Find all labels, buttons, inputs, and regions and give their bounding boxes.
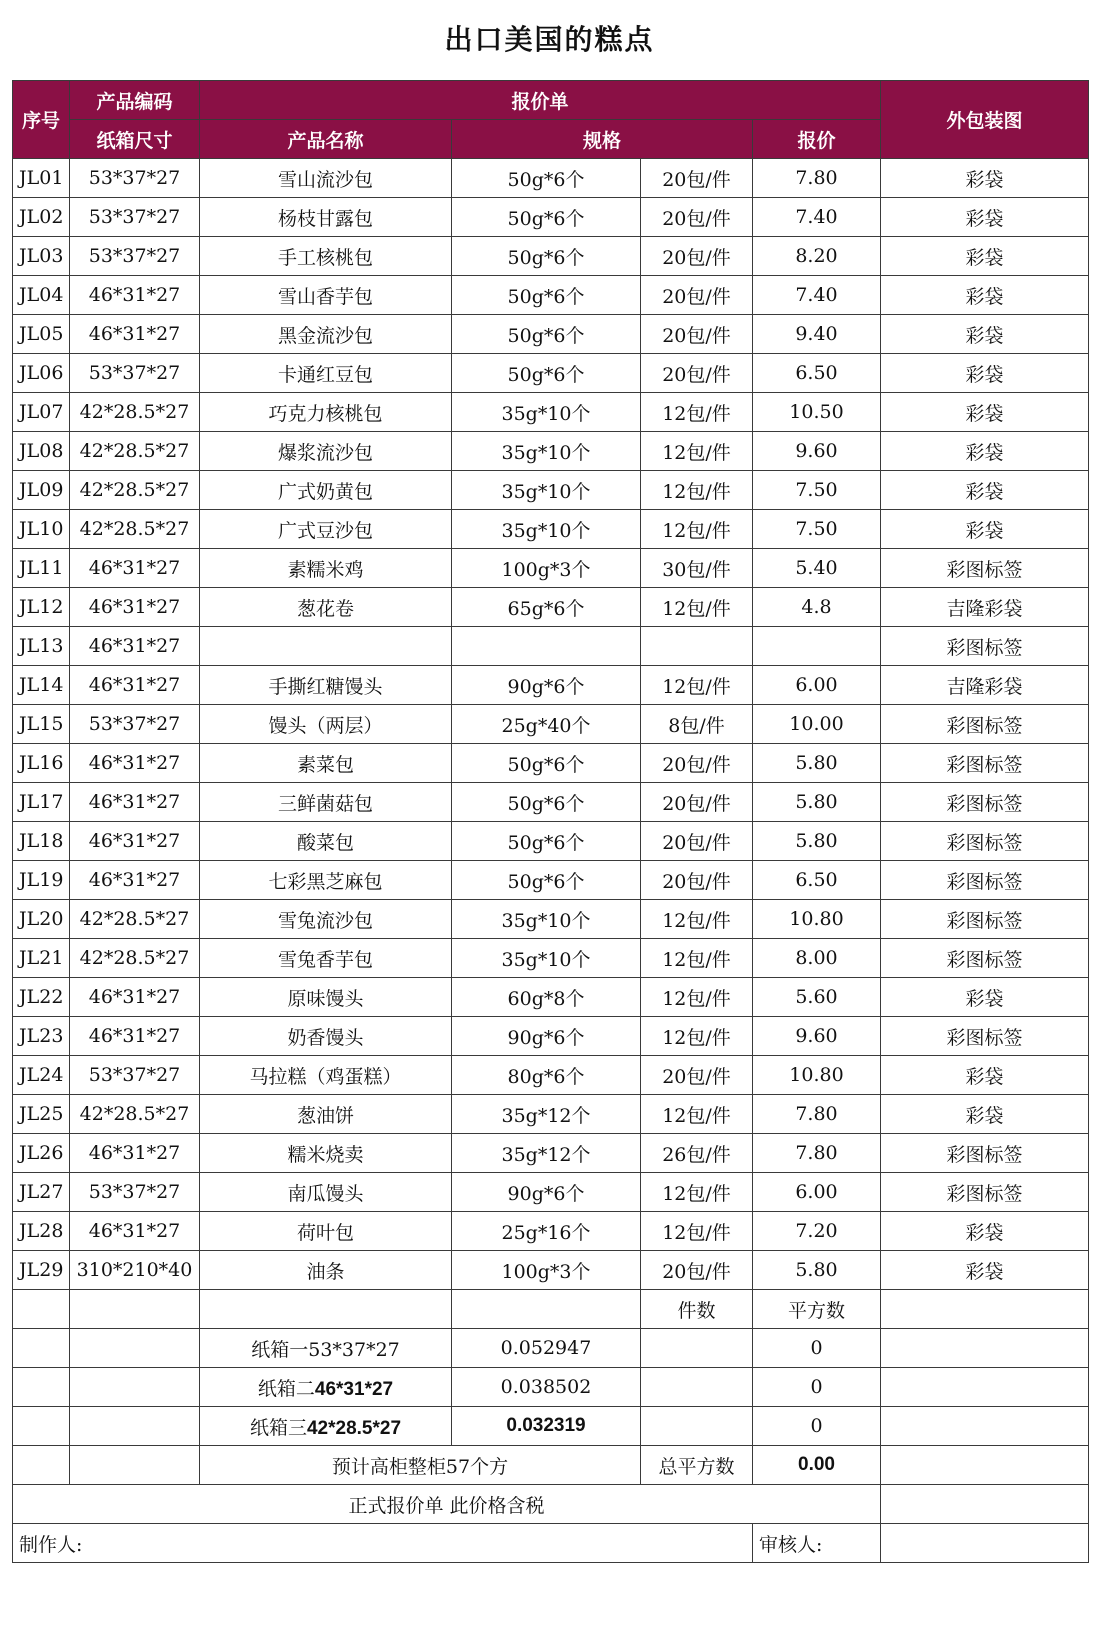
row-id: JL09 bbox=[13, 471, 70, 510]
row-product-name: 卡通红豆包 bbox=[200, 354, 452, 393]
row-spec: 50g*6个 bbox=[452, 198, 641, 237]
table-row bbox=[13, 432, 1089, 471]
row-packaging: 彩袋 bbox=[881, 1056, 1089, 1095]
carton2-pieces-cell[interactable] bbox=[641, 1368, 753, 1407]
row-id: JL05 bbox=[13, 315, 70, 354]
header-product-name: 产品名称 bbox=[200, 120, 452, 159]
row-pack: 8包/件 bbox=[641, 705, 753, 744]
table-row bbox=[13, 822, 1089, 861]
row-spec: 50g*6个 bbox=[452, 822, 641, 861]
row-id: JL22 bbox=[13, 978, 70, 1017]
row-spec: 35g*10个 bbox=[452, 471, 641, 510]
row-id: JL12 bbox=[13, 588, 70, 627]
table-row bbox=[13, 549, 1089, 588]
carton3-row bbox=[13, 1407, 1089, 1446]
row-pack: 12包/件 bbox=[641, 666, 753, 705]
carton2-sqm: 0 bbox=[753, 1368, 881, 1407]
table-row bbox=[13, 1212, 1089, 1251]
row-pack: 20包/件 bbox=[641, 276, 753, 315]
row-carton-size: 53*37*27 bbox=[70, 237, 200, 276]
official-note: 正式报价单 此价格含税 bbox=[13, 1485, 881, 1524]
total-sqm-value: 0.00 bbox=[753, 1446, 881, 1485]
row-packaging: 彩图标签 bbox=[881, 705, 1089, 744]
row-packaging: 吉隆彩袋 bbox=[881, 666, 1089, 705]
row-id: JL26 bbox=[13, 1134, 70, 1173]
table-row bbox=[13, 939, 1089, 978]
row-packaging: 彩图标签 bbox=[881, 822, 1089, 861]
row-id: JL07 bbox=[13, 393, 70, 432]
row-spec: 90g*6个 bbox=[452, 1017, 641, 1056]
row-packaging: 彩图标签 bbox=[881, 627, 1089, 666]
table-row bbox=[13, 666, 1089, 705]
row-pack: 12包/件 bbox=[641, 432, 753, 471]
row-carton-size: 53*37*27 bbox=[70, 159, 200, 198]
row-spec: 35g*10个 bbox=[452, 510, 641, 549]
row-price: 6.00 bbox=[753, 1173, 881, 1212]
row-price: 7.50 bbox=[753, 510, 881, 549]
row-pack: 20包/件 bbox=[641, 1056, 753, 1095]
row-carton-size: 46*31*27 bbox=[70, 627, 200, 666]
row-spec: 90g*6个 bbox=[452, 666, 641, 705]
row-packaging: 彩袋 bbox=[881, 1212, 1089, 1251]
row-spec: 50g*6个 bbox=[452, 276, 641, 315]
row-pack: 20包/件 bbox=[641, 783, 753, 822]
row-packaging: 彩袋 bbox=[881, 159, 1089, 198]
row-pack: 12包/件 bbox=[641, 1017, 753, 1056]
table-row bbox=[13, 471, 1089, 510]
carton3-label bbox=[200, 1407, 452, 1446]
table-row bbox=[13, 276, 1089, 315]
row-product-name: 手工核桃包 bbox=[200, 237, 452, 276]
row-id: JL14 bbox=[13, 666, 70, 705]
row-pack: 12包/件 bbox=[641, 1173, 753, 1212]
row-product-name: 酸菜包 bbox=[200, 822, 452, 861]
row-pack: 20包/件 bbox=[641, 315, 753, 354]
row-product-name: 广式奶黄包 bbox=[200, 471, 452, 510]
row-product-name: 葱油饼 bbox=[200, 1095, 452, 1134]
row-packaging: 彩图标签 bbox=[881, 1173, 1089, 1212]
row-product-name: 马拉糕（鸡蛋糕） bbox=[200, 1056, 452, 1095]
row-carton-size: 46*31*27 bbox=[70, 1017, 200, 1056]
row-carton-size: 46*31*27 bbox=[70, 666, 200, 705]
row-id: JL04 bbox=[13, 276, 70, 315]
row-packaging: 彩袋 bbox=[881, 276, 1089, 315]
row-id: JL18 bbox=[13, 822, 70, 861]
row-carton-size: 53*37*27 bbox=[70, 1056, 200, 1095]
row-packaging: 彩袋 bbox=[881, 393, 1089, 432]
header-packaging: 外包装图 bbox=[881, 81, 1089, 159]
table-row bbox=[13, 354, 1089, 393]
table-row bbox=[13, 159, 1089, 198]
row-carton-size: 53*37*27 bbox=[70, 354, 200, 393]
row-price: 9.40 bbox=[753, 315, 881, 354]
table-row bbox=[13, 1056, 1089, 1095]
row-carton-size: 46*31*27 bbox=[70, 588, 200, 627]
row-packaging: 彩袋 bbox=[881, 432, 1089, 471]
row-carton-size: 46*31*27 bbox=[70, 315, 200, 354]
row-price: 9.60 bbox=[753, 432, 881, 471]
container-note: 预计高柜整柜57个方 bbox=[200, 1446, 641, 1485]
row-spec: 50g*6个 bbox=[452, 315, 641, 354]
row-packaging: 彩袋 bbox=[881, 1251, 1089, 1290]
row-price: 8.00 bbox=[753, 939, 881, 978]
row-id: JL10 bbox=[13, 510, 70, 549]
row-product-name: 黑金流沙包 bbox=[200, 315, 452, 354]
row-pack: 20包/件 bbox=[641, 159, 753, 198]
row-spec: 50g*6个 bbox=[452, 159, 641, 198]
row-carton-size: 46*31*27 bbox=[70, 783, 200, 822]
row-product-name: 素菜包 bbox=[200, 744, 452, 783]
row-price: 7.80 bbox=[753, 159, 881, 198]
row-id: JL15 bbox=[13, 705, 70, 744]
row-carton-size: 42*28.5*27 bbox=[70, 510, 200, 549]
row-id: JL03 bbox=[13, 237, 70, 276]
row-spec: 35g*10个 bbox=[452, 900, 641, 939]
table-row bbox=[13, 1017, 1089, 1056]
row-id: JL11 bbox=[13, 549, 70, 588]
row-price: 7.80 bbox=[753, 1095, 881, 1134]
row-packaging: 彩图标签 bbox=[881, 1017, 1089, 1056]
official-note-row bbox=[13, 1485, 1089, 1524]
row-spec: 100g*3个 bbox=[452, 549, 641, 588]
row-pack: 12包/件 bbox=[641, 1095, 753, 1134]
row-pack: 20包/件 bbox=[641, 354, 753, 393]
row-product-name: 巧克力核桃包 bbox=[200, 393, 452, 432]
row-carton-size: 42*28.5*27 bbox=[70, 432, 200, 471]
row-product-name: 油条 bbox=[200, 1251, 452, 1290]
row-carton-size: 46*31*27 bbox=[70, 744, 200, 783]
row-carton-size: 46*31*27 bbox=[70, 978, 200, 1017]
row-packaging: 彩袋 bbox=[881, 198, 1089, 237]
table-row bbox=[13, 1251, 1089, 1290]
table-row bbox=[13, 1134, 1089, 1173]
row-product-name: 糯米烧卖 bbox=[200, 1134, 452, 1173]
header-spec: 规格 bbox=[452, 120, 753, 159]
sqm-label: 平方数 bbox=[753, 1290, 881, 1329]
row-pack: 12包/件 bbox=[641, 900, 753, 939]
row-spec: 65g*6个 bbox=[452, 588, 641, 627]
header-carton-size: 纸箱尺寸 bbox=[70, 120, 200, 159]
row-price: 10.00 bbox=[753, 705, 881, 744]
row-pack: 20包/件 bbox=[641, 744, 753, 783]
row-price: 6.00 bbox=[753, 666, 881, 705]
row-spec: 35g*10个 bbox=[452, 939, 641, 978]
row-id: JL28 bbox=[13, 1212, 70, 1251]
table-row bbox=[13, 783, 1089, 822]
row-spec: 50g*6个 bbox=[452, 783, 641, 822]
row-carton-size: 53*37*27 bbox=[70, 198, 200, 237]
row-id: JL20 bbox=[13, 900, 70, 939]
row-packaging: 彩袋 bbox=[881, 510, 1089, 549]
row-price: 5.80 bbox=[753, 783, 881, 822]
row-product-name: 雪山流沙包 bbox=[200, 159, 452, 198]
row-spec: 25g*16个 bbox=[452, 1212, 641, 1251]
carton2-value: 0.038502 bbox=[452, 1368, 641, 1407]
row-carton-size: 46*31*27 bbox=[70, 1134, 200, 1173]
row-product-name: 荷叶包 bbox=[200, 1212, 452, 1251]
row-spec: 50g*6个 bbox=[452, 237, 641, 276]
row-id: JL21 bbox=[13, 939, 70, 978]
row-id: JL08 bbox=[13, 432, 70, 471]
carton1-pieces-cell[interactable] bbox=[641, 1329, 753, 1368]
row-packaging: 彩图标签 bbox=[881, 861, 1089, 900]
pieces-label: 件数 bbox=[641, 1290, 753, 1329]
row-price: 10.80 bbox=[753, 1056, 881, 1095]
table-row bbox=[13, 510, 1089, 549]
carton2-row bbox=[13, 1368, 1089, 1407]
row-price: 10.80 bbox=[753, 900, 881, 939]
table-row bbox=[13, 861, 1089, 900]
row-id: JL23 bbox=[13, 1017, 70, 1056]
row-packaging: 彩袋 bbox=[881, 237, 1089, 276]
row-product-name: 广式豆沙包 bbox=[200, 510, 452, 549]
row-price: 5.40 bbox=[753, 549, 881, 588]
row-price: 10.50 bbox=[753, 393, 881, 432]
row-price: 8.20 bbox=[753, 237, 881, 276]
row-packaging: 彩图标签 bbox=[881, 900, 1089, 939]
row-packaging: 彩图标签 bbox=[881, 549, 1089, 588]
row-spec: 80g*6个 bbox=[452, 1056, 641, 1095]
row-pack: 12包/件 bbox=[641, 588, 753, 627]
row-carton-size: 46*31*27 bbox=[70, 276, 200, 315]
row-price: 5.80 bbox=[753, 744, 881, 783]
row-product-name: 雪兔香芋包 bbox=[200, 939, 452, 978]
row-packaging: 彩袋 bbox=[881, 471, 1089, 510]
table-row bbox=[13, 1173, 1089, 1212]
header-price: 报价 bbox=[753, 120, 881, 159]
maker-label[interactable]: 制作人: bbox=[13, 1524, 753, 1563]
row-pack: 12包/件 bbox=[641, 510, 753, 549]
row-spec: 90g*6个 bbox=[452, 1173, 641, 1212]
total-sqm-label: 总平方数 bbox=[641, 1446, 753, 1485]
row-id: JL27 bbox=[13, 1173, 70, 1212]
product-rows bbox=[13, 159, 1089, 1290]
row-product-name: 素糯米鸡 bbox=[200, 549, 452, 588]
carton1-value: 0.052947 bbox=[452, 1329, 641, 1368]
table-row bbox=[13, 900, 1089, 939]
carton1-label: 纸箱一53*37*27 bbox=[200, 1329, 452, 1368]
summary-label-row bbox=[13, 1290, 1089, 1329]
row-carton-size: 42*28.5*27 bbox=[70, 939, 200, 978]
carton3-sqm: 0 bbox=[753, 1407, 881, 1446]
row-price: 7.80 bbox=[753, 1134, 881, 1173]
row-spec: 50g*6个 bbox=[452, 354, 641, 393]
carton2-label-cn: 纸箱二 bbox=[257, 1377, 315, 1400]
row-price: 7.40 bbox=[753, 198, 881, 237]
row-carton-size: 310*210*40 bbox=[70, 1251, 200, 1290]
row-id: JL24 bbox=[13, 1056, 70, 1095]
carton2-label bbox=[200, 1368, 452, 1407]
carton3-value: 0.032319 bbox=[452, 1407, 641, 1446]
row-packaging: 彩图标签 bbox=[881, 1134, 1089, 1173]
row-price: 5.80 bbox=[753, 1251, 881, 1290]
row-price: 6.50 bbox=[753, 354, 881, 393]
row-packaging: 彩图标签 bbox=[881, 744, 1089, 783]
row-price bbox=[753, 627, 881, 666]
row-id: JL01 bbox=[13, 159, 70, 198]
row-product-name: 南瓜馒头 bbox=[200, 1173, 452, 1212]
row-pack bbox=[641, 627, 753, 666]
row-carton-size: 46*31*27 bbox=[70, 822, 200, 861]
row-packaging: 彩袋 bbox=[881, 315, 1089, 354]
row-spec: 100g*3个 bbox=[452, 1251, 641, 1290]
row-price: 7.50 bbox=[753, 471, 881, 510]
row-product-name bbox=[200, 627, 452, 666]
row-spec: 60g*8个 bbox=[452, 978, 641, 1017]
table-row bbox=[13, 1095, 1089, 1134]
row-product-name: 手撕红糖馒头 bbox=[200, 666, 452, 705]
table-row bbox=[13, 198, 1089, 237]
row-carton-size: 46*31*27 bbox=[70, 549, 200, 588]
carton3-label-cn: 纸箱三 bbox=[249, 1416, 307, 1439]
row-product-name: 三鲜菌菇包 bbox=[200, 783, 452, 822]
row-pack: 26包/件 bbox=[641, 1134, 753, 1173]
table-row bbox=[13, 588, 1089, 627]
carton1-row bbox=[13, 1329, 1089, 1368]
page-title: 出口美国的糕点 bbox=[444, 23, 655, 56]
row-pack: 20包/件 bbox=[641, 861, 753, 900]
row-product-name: 七彩黑芝麻包 bbox=[200, 861, 452, 900]
row-pack: 30包/件 bbox=[641, 549, 753, 588]
row-id: JL02 bbox=[13, 198, 70, 237]
row-packaging: 彩袋 bbox=[881, 978, 1089, 1017]
header-seq: 序号 bbox=[13, 81, 70, 159]
row-spec: 35g*10个 bbox=[452, 432, 641, 471]
row-packaging: 彩袋 bbox=[881, 1095, 1089, 1134]
carton1-sqm: 0 bbox=[753, 1329, 881, 1368]
reviewer-label[interactable]: 审核人: bbox=[753, 1524, 881, 1563]
row-carton-size: 46*31*27 bbox=[70, 861, 200, 900]
row-pack: 12包/件 bbox=[641, 939, 753, 978]
row-price: 4.8 bbox=[753, 588, 881, 627]
row-packaging: 彩图标签 bbox=[881, 783, 1089, 822]
row-spec: 50g*6个 bbox=[452, 861, 641, 900]
row-id: JL17 bbox=[13, 783, 70, 822]
row-spec: 50g*6个 bbox=[452, 744, 641, 783]
row-pack: 20包/件 bbox=[641, 822, 753, 861]
row-price: 6.50 bbox=[753, 861, 881, 900]
row-price: 5.60 bbox=[753, 978, 881, 1017]
row-product-name: 雪山香芋包 bbox=[200, 276, 452, 315]
header-quote: 报价单 bbox=[200, 81, 881, 120]
row-pack: 20包/件 bbox=[641, 198, 753, 237]
header-row-1 bbox=[13, 81, 1089, 120]
row-packaging: 彩图标签 bbox=[881, 939, 1089, 978]
row-pack: 20包/件 bbox=[641, 237, 753, 276]
row-pack: 20包/件 bbox=[641, 1251, 753, 1290]
table-row bbox=[13, 978, 1089, 1017]
row-price: 5.80 bbox=[753, 822, 881, 861]
row-spec: 35g*10个 bbox=[452, 393, 641, 432]
table-row bbox=[13, 393, 1089, 432]
container-row bbox=[13, 1446, 1089, 1485]
row-id: JL16 bbox=[13, 744, 70, 783]
row-carton-size: 42*28.5*27 bbox=[70, 900, 200, 939]
row-product-name: 雪兔流沙包 bbox=[200, 900, 452, 939]
row-id: JL25 bbox=[13, 1095, 70, 1134]
table-row bbox=[13, 627, 1089, 666]
table-row bbox=[13, 315, 1089, 354]
row-price: 7.40 bbox=[753, 276, 881, 315]
row-carton-size: 46*31*27 bbox=[70, 1212, 200, 1251]
row-product-name: 奶香馒头 bbox=[200, 1017, 452, 1056]
row-spec: 25g*40个 bbox=[452, 705, 641, 744]
table-row bbox=[13, 705, 1089, 744]
row-pack: 12包/件 bbox=[641, 1212, 753, 1251]
row-product-name: 杨枝甘露包 bbox=[200, 198, 452, 237]
row-pack: 12包/件 bbox=[641, 393, 753, 432]
row-product-name: 爆浆流沙包 bbox=[200, 432, 452, 471]
carton3-label-size: 42*28.5*27 bbox=[306, 1417, 402, 1439]
row-spec: 35g*12个 bbox=[452, 1095, 641, 1134]
signature-row bbox=[13, 1524, 1089, 1563]
row-id: JL13 bbox=[13, 627, 70, 666]
table-row bbox=[13, 744, 1089, 783]
row-id: JL29 bbox=[13, 1251, 70, 1290]
row-carton-size: 42*28.5*27 bbox=[70, 471, 200, 510]
row-product-name: 原味馒头 bbox=[200, 978, 452, 1017]
row-pack: 12包/件 bbox=[641, 471, 753, 510]
row-packaging: 吉隆彩袋 bbox=[881, 588, 1089, 627]
row-carton-size: 53*37*27 bbox=[70, 1173, 200, 1212]
carton2-label-size: 46*31*27 bbox=[314, 1378, 394, 1400]
row-spec: 35g*12个 bbox=[452, 1134, 641, 1173]
row-price: 7.20 bbox=[753, 1212, 881, 1251]
row-carton-size: 53*37*27 bbox=[70, 705, 200, 744]
row-id: JL19 bbox=[13, 861, 70, 900]
table-row bbox=[13, 237, 1089, 276]
row-carton-size: 42*28.5*27 bbox=[70, 1095, 200, 1134]
carton3-pieces-cell[interactable] bbox=[641, 1407, 753, 1446]
row-pack: 12包/件 bbox=[641, 978, 753, 1017]
row-price: 9.60 bbox=[753, 1017, 881, 1056]
row-carton-size: 42*28.5*27 bbox=[70, 393, 200, 432]
row-packaging: 彩袋 bbox=[881, 354, 1089, 393]
row-spec bbox=[452, 627, 641, 666]
quote-table bbox=[12, 80, 1089, 1563]
row-product-name: 葱花卷 bbox=[200, 588, 452, 627]
header-product-code: 产品编码 bbox=[70, 81, 200, 120]
row-id: JL06 bbox=[13, 354, 70, 393]
row-product-name: 馒头（两层） bbox=[200, 705, 452, 744]
